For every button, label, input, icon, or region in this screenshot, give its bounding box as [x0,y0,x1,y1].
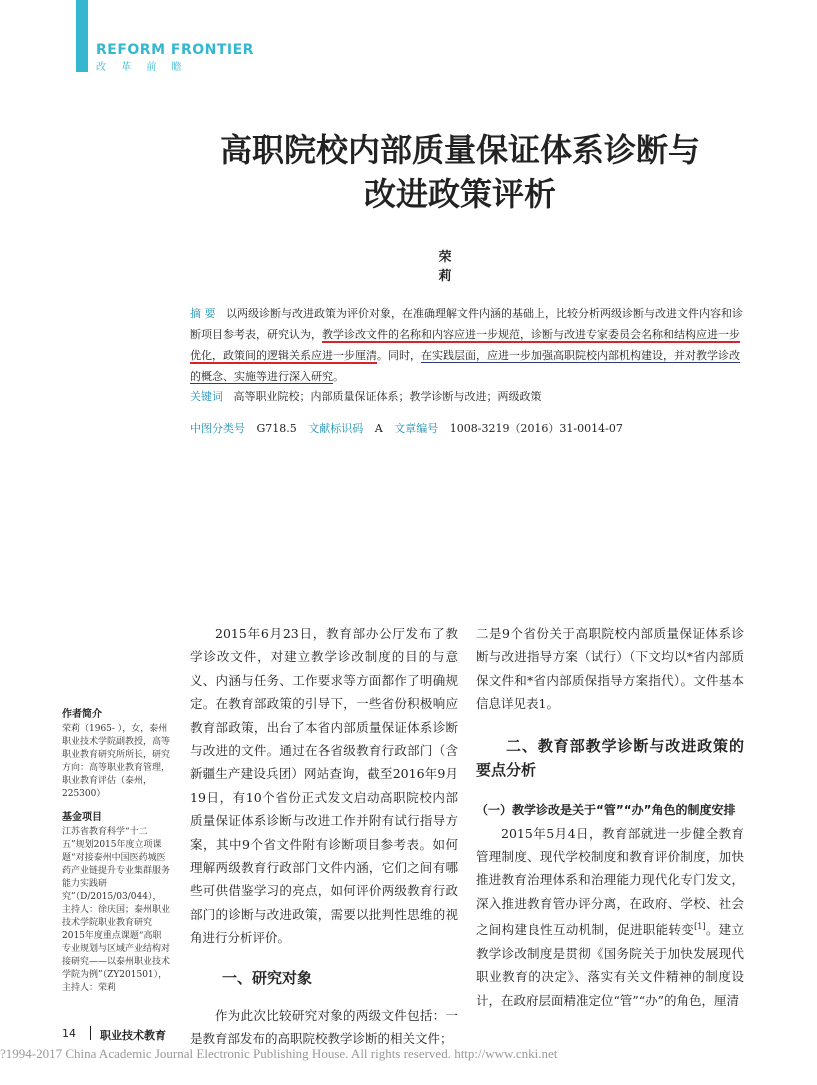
doc-code-label: 文献标识码 [308,422,364,435]
abstract-highlight-1: 教学诊改文件的名称和内容应进一步规范，诊断与改进专家委员会名称和结构应进一步优化，政策间的逻辑关系应进一步厘清 [190,328,740,362]
body-text: 。建立教学诊改制度是贯彻《国务院关于加快发展现代职业教育的决定》、落实有关文件精神的制度设计，在政府层面精准定位“管”“办”的角色，厘清 [476,922,744,1008]
body-column-left [190,622,458,1051]
page-number: 14 [62,1027,76,1040]
abstract-highlight-2: 在实践层面，应进一步加强高职院校内部机构建设，并对教学诊改的概念、实施等进行深入研究 [190,349,740,383]
abstract-text: 。 [333,370,344,383]
citation-ref: [1] [694,922,706,932]
subsection-heading: （一）教学诊改是关于“管”“办”角色的制度安排 [476,802,736,817]
clc-label: 中图分类号 [190,422,245,435]
section-banner-zh: 改 革 前 瞻 [96,62,188,73]
body-text: 2015年5月4日，教育部就进一步健全教育管理制度、现代学校制度和教育评价制度，加快推进教育治理体系和治理能力现代化专门发文，深入推进教育管办评分离，在政府、学校、社会之间构建良性互动机制，促进职能转变 [476,825,744,938]
keywords [190,388,743,404]
keywords-label: 关键词 [190,390,223,403]
body-paragraph: 二是9个省份关于高职院校内部质量保证体系诊断与改进指导方案（试行）（下文均以*省内部质保文件和*省内部质保指导方案指代）。文件基本信息详见表1。 [476,626,744,712]
classification-row [190,420,743,436]
author-bio-heading: 作者简介 [62,709,102,720]
title-line-1: 高职院校内部质量保证体系诊断与 [219,131,700,169]
keywords-text: 高等职业院校；内部质量保证体系；教学诊断与改进；两级政策 [233,390,542,403]
author-bio-text: 荣莉（1965- ），女，泰州职业技术学院副教授，高等职业教育研究所所长，研究方向：高等职业教育管理，职业教育评估（泰州，225300） [62,724,171,799]
accent-bar [76,0,88,72]
abstract-text: 。同时， [377,349,421,362]
body-paragraph [476,822,744,1012]
journal-name: 职业技术教育 [100,1029,166,1042]
body-paragraph: 2015年6月23日，教育部办公厅发布了教学诊改文件，对建立教学诊改制度的目的与意义、内涵与任务、工作要求等方面都作了明确规定。在教育部政策的引导下，一些省份积极响应教育部政策，出台了本省内部质量保证体系诊断与改进的文件。通过在各省级教育行政部门（含新疆生产建设兵团）网站查询，截至2016年9月19日，有10个省份正式发文启动高职院校内部质量保证体系诊断与改进工作并附有试行指导方案，其中9个省文件附有诊断项目参考表。如何理解两级教育行政部门文件内涵，它们之间有哪些可供借鉴学习的亮点，如何评价两级教育行政部门的诊断与改进政策，需要以批判性思维的视角进行分析评价。 [190,626,458,946]
section-heading: 一、研究对象 [222,968,313,987]
footer-divider [90,1026,91,1040]
article-number-value: 1008-3219（2016）31-0014-07 [449,422,623,435]
author-name: 荣 莉 [438,250,462,284]
title-line-2: 改进政策评析 [363,175,556,213]
doc-code-value: A [374,422,383,435]
abstract-label: 摘 要 [190,307,216,320]
clc-value: G718.5 [256,422,297,435]
fund-heading: 基金项目 [62,812,102,823]
body-paragraph: 作为此次比较研究对象的两级文件包括：一是教育部发布的高职院校教学诊断的相关文件； [190,1007,458,1047]
abstract-text: 以两级诊断与改进政策为评价对象，在准确理解文件内涵的基础上，比较分析两级诊断与改进文件内容和诊断项目参考表，研究认为， [190,307,743,341]
section-banner-en: REFORM FRONTIER [96,42,254,58]
sidebar-notes [62,708,170,995]
copyright-notice: ?1994-2017 China Academic Journal Electronic Publishing House. All rights reserved. http://www.cnki.net [0,1046,558,1061]
fund-text: 江苏省教育科学“十二五”规划2015年度立项课题“对接泰州中国医药城医药产业链提升专业集群服务能力实践研究”（D/2015/03/044），主持人：徐庆国；泰州职业技术学院职业教育研究2015年度重点课题“高职专业规划与区域产业结构对接研究——以泰州职业技术学院为例”（ZY201501），主持人：荣莉 [62,827,171,993]
abstract [190,303,743,387]
article-title [160,128,760,216]
article-number-label: 文章编号 [394,422,439,435]
section-heading: 二、教育部教学诊断与改进政策的要点分析 [476,736,744,779]
body-column-right [476,622,744,1012]
